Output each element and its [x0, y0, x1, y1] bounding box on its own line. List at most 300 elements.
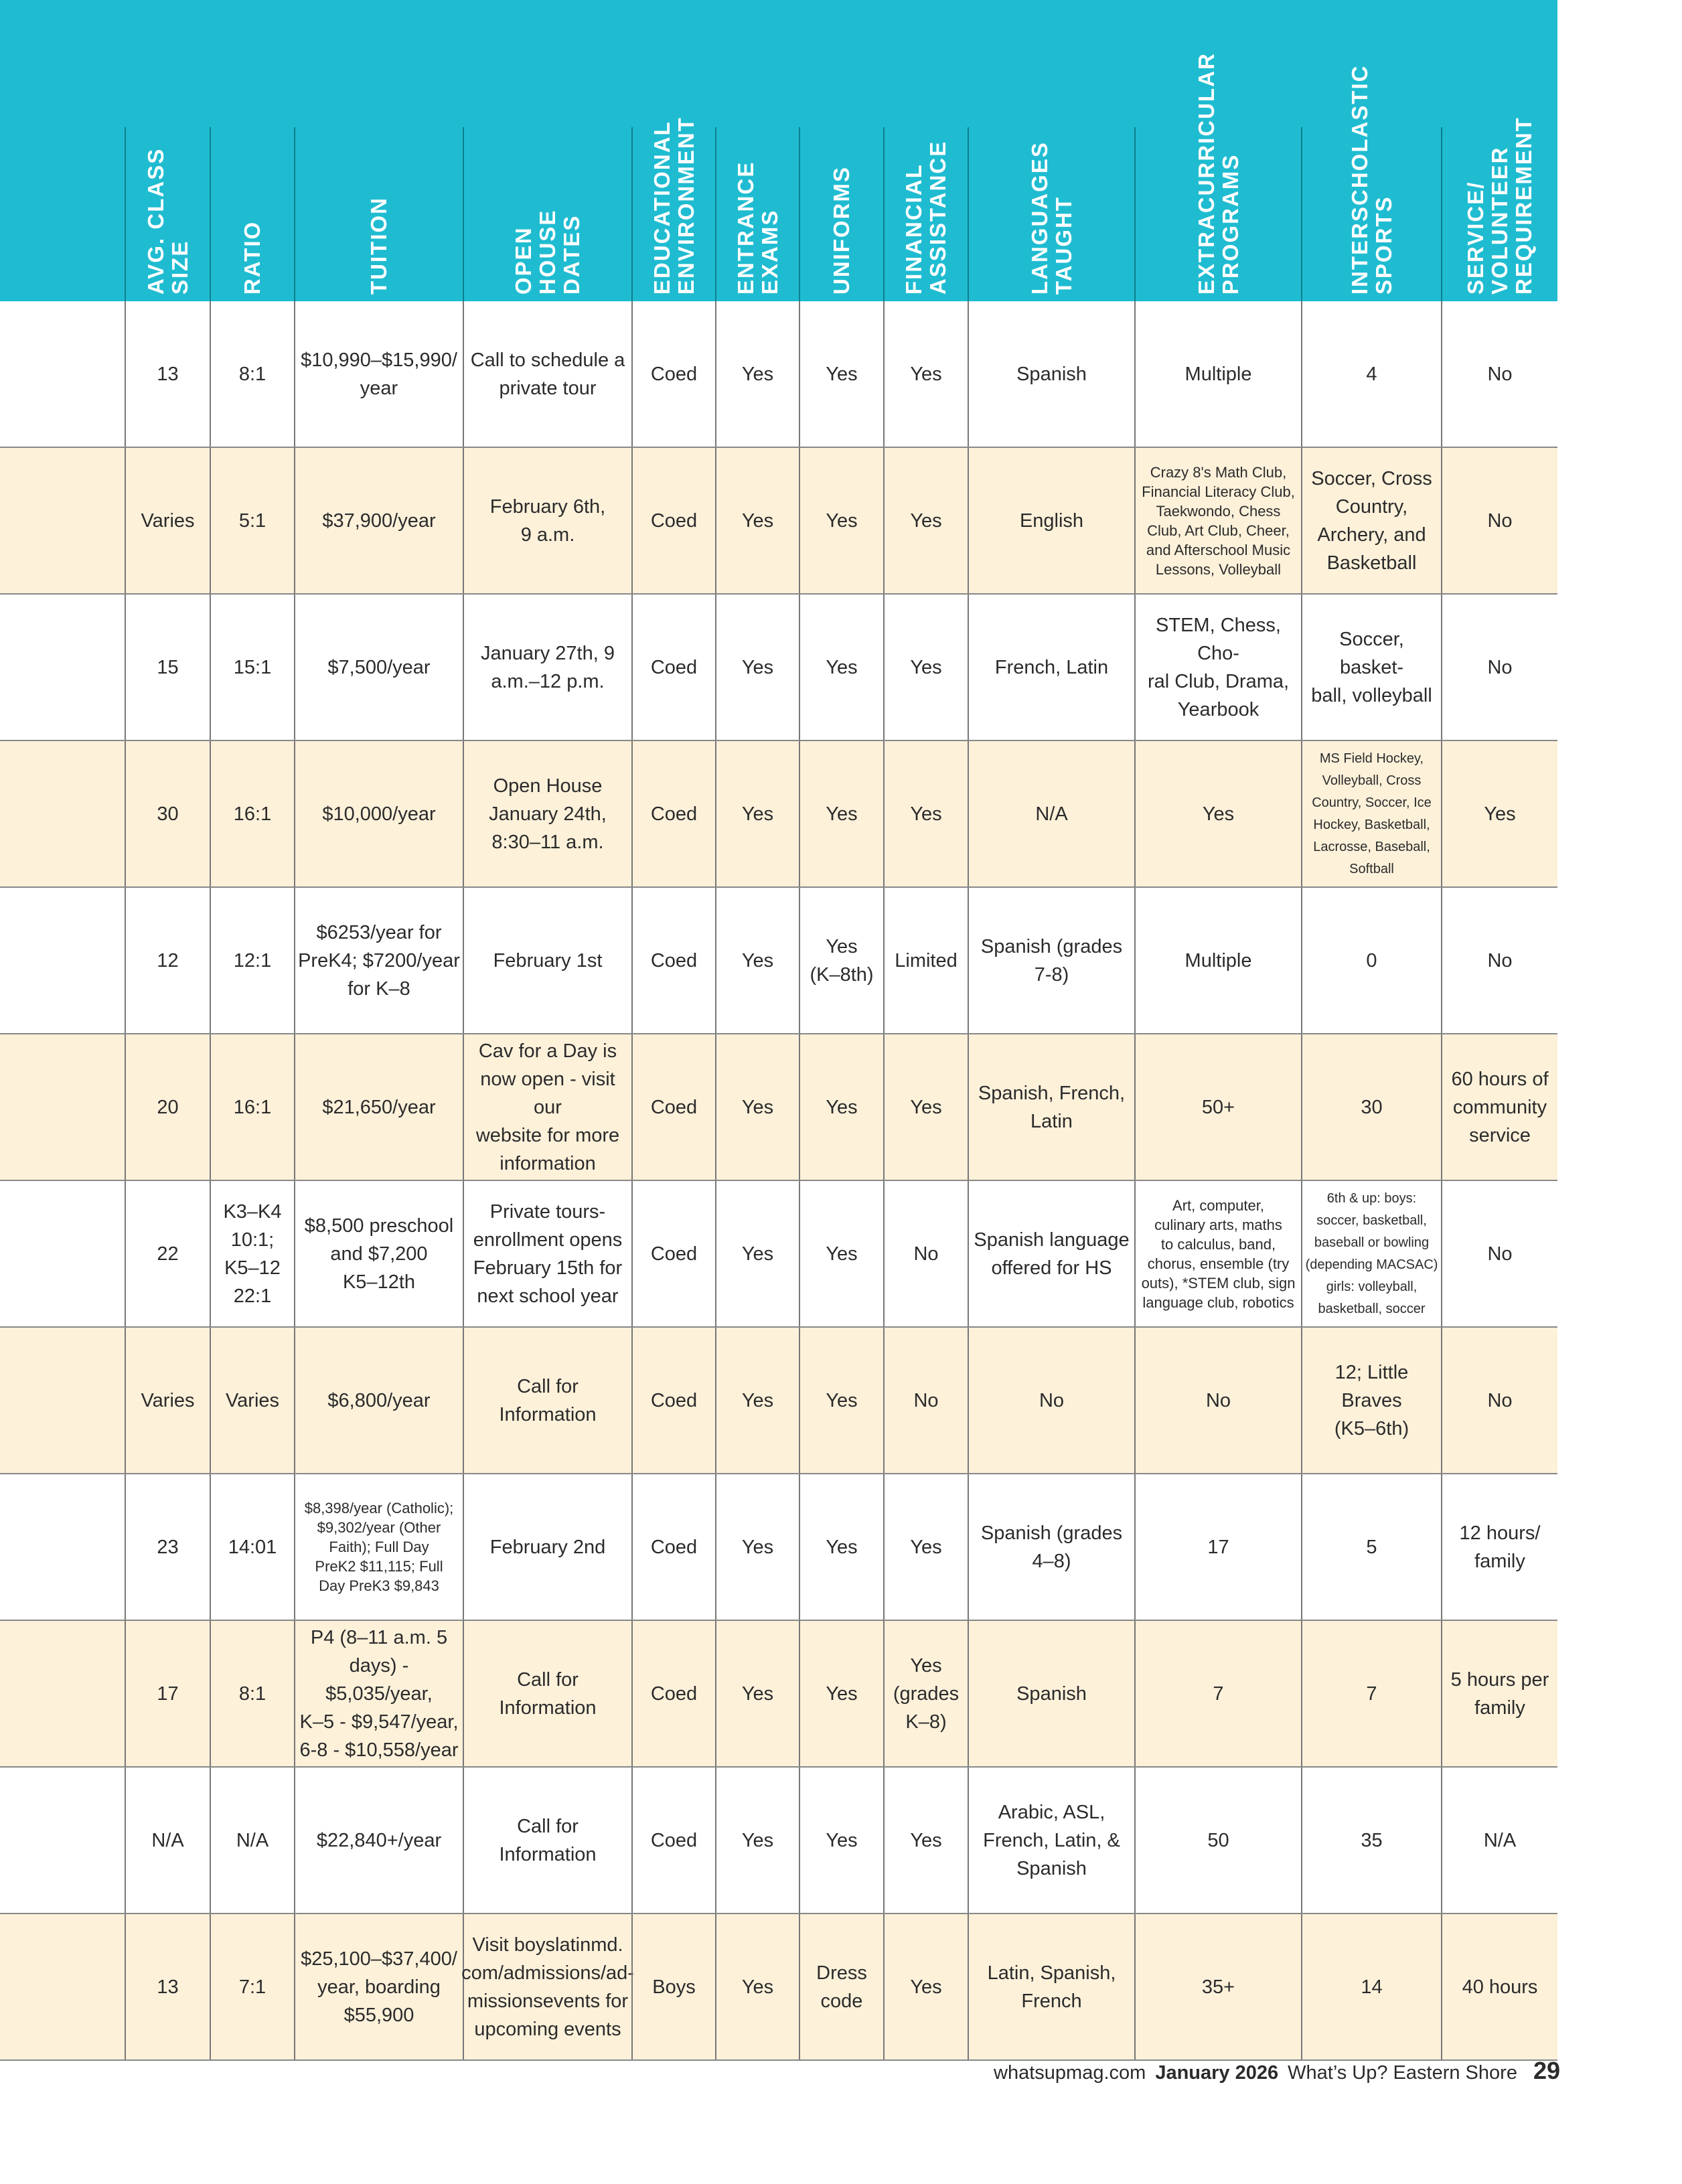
cell-text: Coed [650, 1536, 698, 1558]
cell-tuition [294, 1328, 463, 1473]
cell-text: Call for Information [499, 1815, 597, 1865]
cell-text: Boys [652, 1976, 696, 1998]
cell-text: Spanish (grades 7-8) [980, 935, 1123, 986]
cell-text: 16:1 [233, 803, 272, 825]
cell-text: 35+ [1201, 1976, 1235, 1998]
cell-tuition [294, 888, 463, 1033]
cell-avg [125, 888, 210, 1033]
cell-sports [1301, 448, 1441, 593]
cell-avg [125, 1914, 210, 2059]
cell-text: Yes [741, 656, 774, 678]
cell-text: 5 [1366, 1536, 1377, 1558]
cell-service [1441, 301, 1557, 447]
cell-fin [883, 1181, 968, 1326]
cell-text: Yes [826, 1536, 858, 1558]
cell-env [631, 595, 715, 740]
cell-service [1441, 1621, 1557, 1766]
cell-text: No [1039, 1389, 1065, 1411]
cell-open [463, 888, 631, 1033]
cell-open [463, 595, 631, 740]
cell-service [1441, 1328, 1557, 1473]
cell-text: Yes [1202, 803, 1235, 825]
cell-text: Coed [650, 1829, 698, 1851]
cell-tuition [294, 301, 463, 447]
cell-text: 40 hours [1462, 1976, 1538, 1998]
cell-service [1441, 595, 1557, 740]
cell-text: 20 [157, 1096, 179, 1118]
cell-text: Varies [141, 1389, 195, 1411]
column-header-fin [883, 127, 968, 301]
cell-exam [715, 741, 799, 886]
cell-text: 17 [1207, 1536, 1229, 1558]
cell-exam [715, 595, 799, 740]
cell-uni [799, 1034, 883, 1180]
cell-text: Yes [741, 1389, 774, 1411]
cell-text: 13 [157, 363, 179, 385]
cell-text: 50 [1207, 1829, 1229, 1851]
cell-text: MS Field Hockey, Volleyball, Cross Country, Soccer, Ice Hockey, Basketball, Lacrosse, Baseball, Softball [1312, 751, 1432, 876]
cell-lang [968, 301, 1134, 447]
cell-text: $10,990–$15,990/ year [301, 349, 457, 399]
cell-text: Multiple [1184, 363, 1252, 385]
cell-lang [968, 448, 1134, 593]
cell-text: 0 [1366, 949, 1377, 971]
cell-service [1441, 1181, 1557, 1326]
cell-text: $25,100–$37,400/ year, boarding $55,900 [301, 1948, 457, 2026]
cell-text: N/A [1483, 1829, 1517, 1851]
cell-sports [1301, 595, 1441, 740]
cell-avg [125, 1328, 210, 1473]
cell-lang [968, 888, 1134, 1033]
cell-extra [1134, 1914, 1301, 2059]
cell-open [463, 741, 631, 886]
cell-text: K3–K4 10:1; K5–12 22:1 [223, 1200, 282, 1307]
cell-ratio [210, 595, 294, 740]
column-header-sports [1301, 64, 1441, 301]
cell-uni [799, 1621, 883, 1766]
cell-avg [125, 448, 210, 593]
cell-lang [968, 595, 1134, 740]
table-row [0, 1914, 1557, 2061]
cell-ratio [210, 1621, 294, 1766]
cell-text: No [1487, 363, 1513, 385]
cell-text: Yes (K–8th) [810, 935, 874, 986]
cell-text: 4 [1366, 363, 1377, 385]
cell-uni [799, 1181, 883, 1326]
cell-env [631, 1914, 715, 2059]
cell-fin [883, 1328, 968, 1473]
cell-text: Art, computer, culinary arts, maths to calculus, band, chorus, ensemble (try outs), *STEM club, sign language club, robotics [1141, 1196, 1296, 1311]
cell-extra [1134, 595, 1301, 740]
cell-extra [1134, 301, 1301, 447]
cell-text: 22 [157, 1243, 179, 1265]
cell-text: Private tours- enrollment opens February 15th for next school year [473, 1200, 623, 1307]
footer-site: whatsupmag.com [994, 2062, 1146, 2084]
column-header-service [1441, 116, 1557, 301]
column-header-label: INTERSCHOLASTIC SPORTS [1347, 64, 1396, 295]
cell-text: Yes [741, 1096, 774, 1118]
cell-text: 5:1 [238, 510, 266, 532]
cell-sports [1301, 301, 1441, 447]
cell-text: $22,840+/year [316, 1829, 442, 1851]
cell-text: Yes [741, 1243, 774, 1265]
cell-text: Coed [650, 1096, 698, 1118]
cell-avg [125, 1621, 210, 1766]
cell-service [1441, 1034, 1557, 1180]
cell-lang [968, 1621, 1134, 1766]
cell-text: 30 [1361, 1096, 1383, 1118]
cell-text: 7 [1366, 1683, 1377, 1705]
cell-text: Call to schedule a private tour [470, 349, 625, 399]
cell-text: Multiple [1184, 949, 1252, 971]
cell-extra [1134, 888, 1301, 1033]
cell-text: $8,500 preschool and $7,200 K5–12th [304, 1215, 454, 1293]
cell-open [463, 1474, 631, 1620]
cell-env [631, 301, 715, 447]
cell-open [463, 448, 631, 593]
cell-text: $21,650/year [322, 1096, 436, 1118]
cell-extra [1134, 1034, 1301, 1180]
column-header-label: AVG. CLASS SIZE [143, 147, 192, 295]
cell-env [631, 448, 715, 593]
cell-service [1441, 1474, 1557, 1620]
cell-ratio [210, 1181, 294, 1326]
cell-open [463, 1328, 631, 1473]
cell-sports [1301, 1914, 1441, 2059]
cell-env [631, 1474, 715, 1620]
cell-ratio [210, 1034, 294, 1180]
cell-text: Yes [826, 803, 858, 825]
cell-text: Soccer, Cross Country, Archery, and Basketball [1311, 467, 1432, 574]
cell-text: 7 [1213, 1683, 1224, 1705]
school-comparison-table [0, 301, 1557, 2061]
cell-text: Yes [910, 1096, 942, 1118]
cell-service [1441, 888, 1557, 1033]
cell-text: No [1487, 656, 1513, 678]
cell-text: Varies [141, 510, 195, 532]
table-row [0, 741, 1557, 888]
cell-tuition [294, 1034, 463, 1180]
cell-extra [1134, 741, 1301, 886]
cell-text: Yes [826, 1096, 858, 1118]
cell-env [631, 1034, 715, 1180]
column-header-label: RATIO [240, 220, 264, 295]
cell-open [463, 1034, 631, 1180]
column-header-tuition [294, 127, 463, 301]
cell-exam [715, 448, 799, 593]
cell-lang [968, 1474, 1134, 1620]
column-header-open [463, 127, 631, 301]
cell-text: 15:1 [233, 656, 272, 678]
cell-text: $37,900/year [322, 510, 436, 532]
cell-text: N/A [236, 1829, 269, 1851]
column-header-avg [125, 127, 210, 301]
column-header-label: OPEN HOUSE DATES [511, 209, 584, 295]
column-header-label: SERVICE/ VOLUNTEER REQUIREMENT [1463, 116, 1536, 295]
cell-text: Visit boyslatinmd. com/admissions/ad- missionsevents for upcoming events [461, 1934, 634, 2040]
cell-text: Yes [910, 363, 942, 385]
cell-text: $7,500/year [327, 656, 431, 678]
cell-avg [125, 1034, 210, 1180]
cell-text: N/A [1035, 803, 1068, 825]
cell-fin [883, 1621, 968, 1766]
cell-ratio [210, 741, 294, 886]
cell-text: French, Latin [994, 656, 1109, 678]
cell-text: Yes [826, 510, 858, 532]
cell-tuition [294, 1621, 463, 1766]
cell-text: No [913, 1243, 939, 1265]
cell-text: 14 [1361, 1976, 1383, 1998]
cell-open [463, 1621, 631, 1766]
cell-text: Coed [650, 1683, 698, 1705]
footer-issue: January 2026 [1155, 2062, 1279, 2084]
column-header-uni [799, 127, 883, 301]
cell-avg [125, 301, 210, 447]
cell-text: Open House January 24th, 8:30–11 a.m. [489, 775, 607, 853]
cell-tuition [294, 1914, 463, 2059]
cell-avg [125, 595, 210, 740]
cell-lang [968, 1768, 1134, 1913]
cell-text: Latin, Spanish, French [987, 1962, 1116, 2012]
cell-text: Yes [826, 1683, 858, 1705]
column-header-label: TUITION [366, 197, 391, 295]
cell-fin [883, 301, 968, 447]
cell-text: Yes [826, 363, 858, 385]
cell-extra [1134, 1181, 1301, 1326]
cell-text: Yes [910, 803, 942, 825]
cell-text: 35 [1361, 1829, 1383, 1851]
cell-uni [799, 595, 883, 740]
cell-sports [1301, 1768, 1441, 1913]
page-footer [994, 2057, 1560, 2097]
cell-text: $6,800/year [327, 1389, 431, 1411]
cell-env [631, 1181, 715, 1326]
table-row [0, 1328, 1557, 1474]
cell-avg [125, 1474, 210, 1620]
cell-text: 12; Little Braves (K5–6th) [1334, 1361, 1409, 1439]
cell-text: Soccer, basket- ball, volleyball [1311, 628, 1432, 706]
cell-sports [1301, 1621, 1441, 1766]
cell-service [1441, 1914, 1557, 2059]
cell-text: English [1019, 510, 1084, 532]
cell-text: $10,000/year [322, 803, 436, 825]
cell-sports [1301, 1034, 1441, 1180]
cell-avg [125, 1768, 210, 1913]
cell-text: 17 [157, 1683, 179, 1705]
cell-exam [715, 1474, 799, 1620]
table-row [0, 888, 1557, 1034]
cell-lang [968, 1328, 1134, 1473]
cell-lang [968, 1034, 1134, 1180]
page-number: 29 [1533, 2057, 1560, 2084]
cell-uni [799, 741, 883, 886]
cell-text: Coed [650, 803, 698, 825]
table-row [0, 1181, 1557, 1328]
cell-exam [715, 301, 799, 447]
cell-ratio [210, 448, 294, 593]
table-row [0, 1034, 1557, 1181]
cell-text: Yes [910, 1536, 942, 1558]
cell-extra [1134, 448, 1301, 593]
cell-text: N/A [151, 1829, 184, 1851]
cell-sports [1301, 888, 1441, 1033]
cell-tuition [294, 1181, 463, 1326]
cell-text: Coed [650, 363, 698, 385]
cell-text: Yes [741, 1536, 774, 1558]
cell-fin [883, 1914, 968, 2059]
cell-text: Yes [910, 510, 942, 532]
cell-lang [968, 1914, 1134, 2059]
cell-text: Yes [826, 656, 858, 678]
cell-text: Dress code [816, 1962, 867, 2012]
cell-text: 13 [157, 1976, 179, 1998]
cell-fin [883, 888, 968, 1033]
cell-text: Yes [910, 1829, 942, 1851]
cell-text: February 6th, 9 a.m. [489, 495, 606, 546]
cell-text: 6th & up: boys: soccer, basketball, baseball or bowling (depending MACSAC) girls: volleyball, basketball, soccer [1305, 1190, 1438, 1316]
cell-tuition [294, 741, 463, 886]
column-header-label: UNIFORMS [829, 166, 854, 295]
column-header-label: EDUCATIONAL ENVIRONMENT [649, 116, 698, 295]
cell-text: P4 (8–11 a.m. 5 days) - $5,035/year, K–5 - $9,547/year, 6-8 - $10,558/year [299, 1626, 459, 1761]
cell-extra [1134, 1621, 1301, 1766]
cell-env [631, 1621, 715, 1766]
cell-text: Spanish [1016, 363, 1087, 385]
cell-text: Coed [650, 1243, 698, 1265]
cell-env [631, 888, 715, 1033]
cell-text: February 1st [493, 949, 603, 971]
table-row [0, 1474, 1557, 1621]
cell-exam [715, 1181, 799, 1326]
cell-fin [883, 741, 968, 886]
cell-text: 23 [157, 1536, 179, 1558]
cell-fin [883, 595, 968, 740]
cell-open [463, 1181, 631, 1326]
cell-text: STEM, Chess, Cho- ral Club, Drama, Yearbook [1147, 614, 1290, 720]
cell-text: No [1487, 949, 1513, 971]
column-header-exam [715, 127, 799, 301]
cell-open [463, 1768, 631, 1913]
cell-text: Yes [741, 510, 774, 532]
cell-text: Yes [826, 1243, 858, 1265]
cell-text: 7:1 [238, 1976, 266, 1998]
cell-text: Spanish (grades 4–8) [980, 1522, 1123, 1572]
cell-text: 12 hours/ family [1459, 1522, 1541, 1572]
cell-exam [715, 1328, 799, 1473]
cell-text: Yes [826, 1829, 858, 1851]
cell-tuition [294, 1474, 463, 1620]
cell-text: Yes [910, 656, 942, 678]
cell-uni [799, 301, 883, 447]
cell-ratio [210, 1328, 294, 1473]
cell-text: Varies [225, 1389, 280, 1411]
cell-fin [883, 1474, 968, 1620]
cell-text: Spanish [1016, 1683, 1087, 1705]
cell-sports [1301, 1328, 1441, 1473]
cell-tuition [294, 595, 463, 740]
cell-ratio [210, 1914, 294, 2059]
cell-fin [883, 1034, 968, 1180]
cell-ratio [210, 1768, 294, 1913]
column-header-ratio [210, 127, 294, 301]
cell-text: 12 [157, 949, 179, 971]
cell-sports [1301, 1181, 1441, 1326]
cell-exam [715, 1621, 799, 1766]
cell-text: No [1487, 1243, 1513, 1265]
cell-env [631, 741, 715, 886]
cell-exam [715, 1768, 799, 1913]
cell-text: Call for Information [499, 1375, 597, 1425]
cell-service [1441, 741, 1557, 886]
cell-text: No [1487, 1389, 1513, 1411]
cell-text: Call for Information [499, 1668, 597, 1719]
cell-open [461, 1914, 634, 2059]
cell-text: Coed [650, 510, 698, 532]
cell-text: 12:1 [233, 949, 272, 971]
cell-text: Yes [910, 1976, 942, 1998]
cell-uni [799, 448, 883, 593]
table-row [0, 301, 1557, 448]
cell-text: $6253/year for PreK4; $7200/year for K–8 [298, 921, 460, 1000]
cell-extra [1134, 1474, 1301, 1620]
cell-uni [799, 1328, 883, 1473]
cell-text: 60 hours of community service [1451, 1068, 1549, 1146]
column-header-label: ENTRANCE EXAMS [733, 161, 782, 295]
cell-open [463, 301, 631, 447]
cell-text: Arabic, ASL, French, Latin, & Spanish [983, 1801, 1120, 1879]
column-header-label: EXTRACURRICULAR PROGRAMS [1193, 52, 1243, 295]
cell-text: Yes [741, 1683, 774, 1705]
cell-text: Coed [650, 1389, 698, 1411]
column-header-label: FINANCIAL ASSISTANCE [901, 140, 950, 295]
cell-ratio [210, 301, 294, 447]
cell-text: Yes (grades K–8) [893, 1654, 960, 1733]
cell-text: No [1205, 1389, 1231, 1411]
cell-avg [125, 741, 210, 886]
cell-text: 8:1 [238, 363, 266, 385]
cell-text: Spanish language offered for HS [974, 1229, 1130, 1279]
cell-exam [715, 888, 799, 1033]
cell-text: 15 [157, 656, 179, 678]
cell-text: Yes [741, 803, 774, 825]
cell-text: Spanish, French, Latin [978, 1082, 1126, 1132]
table-row [0, 1768, 1557, 1914]
cell-sports [1301, 1474, 1441, 1620]
cell-exam [715, 1034, 799, 1180]
cell-text: 16:1 [233, 1096, 272, 1118]
cell-text: Yes [741, 949, 774, 971]
cell-text: Yes [741, 363, 774, 385]
cell-text: January 27th, 9 a.m.–12 p.m. [481, 642, 615, 692]
cell-extra [1134, 1768, 1301, 1913]
table-row [0, 448, 1557, 595]
column-header-extra [1134, 52, 1301, 301]
cell-ratio [210, 1474, 294, 1620]
cell-text: 14:01 [228, 1536, 277, 1558]
cell-lang [968, 1181, 1134, 1326]
cell-ratio [210, 888, 294, 1033]
cell-exam [715, 1914, 799, 2059]
cell-env [631, 1328, 715, 1473]
cell-text: No [1487, 510, 1513, 532]
cell-env [631, 1768, 715, 1913]
cell-sports [1301, 741, 1441, 886]
cell-avg [125, 1181, 210, 1326]
column-header-env [631, 116, 715, 301]
cell-tuition [294, 448, 463, 593]
cell-uni [799, 888, 883, 1033]
cell-tuition [294, 1768, 463, 1913]
